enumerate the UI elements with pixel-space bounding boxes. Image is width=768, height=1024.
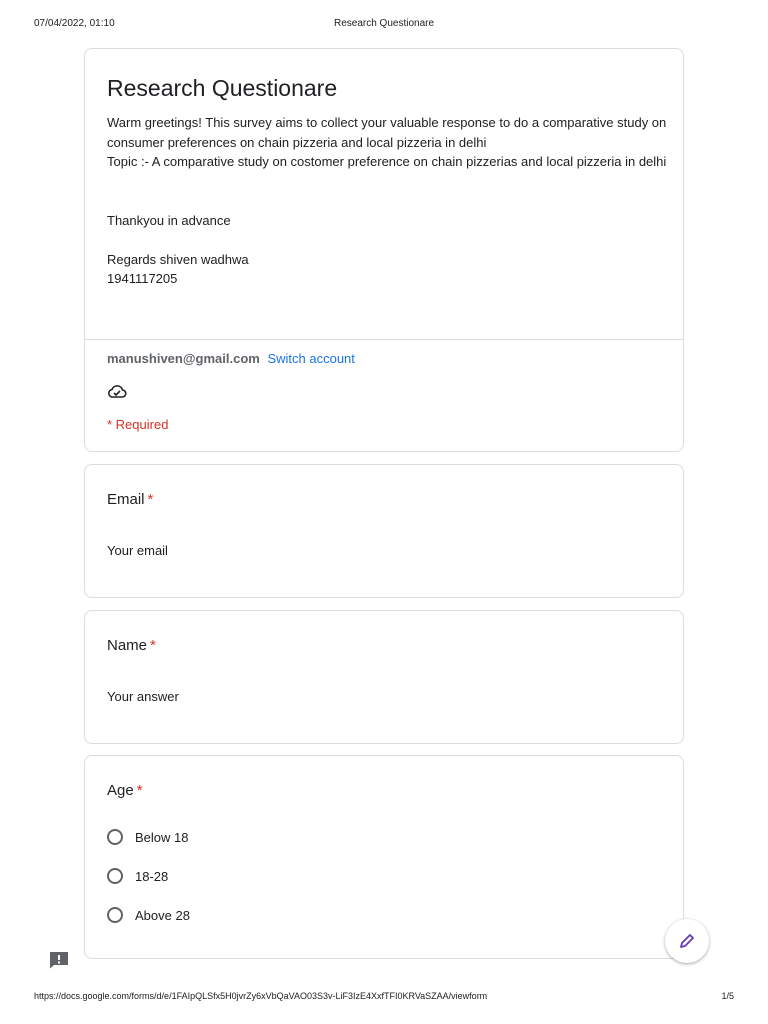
question-label (107, 491, 153, 508)
question-title: Email (107, 491, 145, 508)
switch-account-link[interactable]: Switch account (267, 351, 355, 366)
form-description (107, 113, 667, 289)
description-line: 1941117205 (107, 271, 178, 286)
pencil-icon (678, 932, 696, 950)
edit-fab-button[interactable] (665, 919, 709, 963)
divider (85, 339, 683, 340)
print-header (0, 18, 768, 32)
question-title: Age (107, 782, 134, 799)
email-input[interactable]: Your email (107, 543, 168, 558)
account-row (107, 351, 355, 366)
age-option-18-28[interactable] (107, 866, 168, 886)
age-option-above-28[interactable] (107, 905, 190, 925)
required-star: * (147, 491, 154, 508)
description-line: Regards shiven wadhwa (107, 251, 249, 267)
required-note: * Required (107, 417, 169, 432)
option-label: 18-28 (135, 868, 169, 884)
cloud-saved-icon (107, 384, 127, 400)
option-label: Above 28 (135, 907, 190, 923)
radio-button[interactable] (107, 829, 123, 845)
print-date: 07/04/2022, 01:10 (34, 18, 115, 29)
required-star: * (136, 782, 143, 799)
question-card-name (84, 610, 684, 744)
question-label (107, 782, 143, 799)
age-option-below-18[interactable] (107, 827, 188, 847)
form-header-card (84, 48, 684, 452)
radio-button[interactable] (107, 907, 123, 923)
feedback-icon[interactable] (49, 951, 69, 969)
question-card-email (84, 464, 684, 598)
print-footer (0, 991, 768, 1005)
question-card-age (84, 755, 684, 959)
radio-button[interactable] (107, 868, 123, 884)
required-star: * (150, 637, 156, 654)
name-input[interactable]: Your answer (107, 689, 179, 704)
question-label (107, 637, 156, 654)
print-page-number: 1/5 (721, 991, 734, 1001)
description-line: Topic :- A comparative study on costomer preference on chain pizzerias and local pizzeria in delhi (107, 154, 667, 169)
option-label: Below 18 (135, 829, 189, 845)
form-title: Research Questionare (107, 75, 338, 101)
question-title: Name (107, 637, 148, 654)
print-title: Research Questionare (333, 18, 435, 29)
print-url: https://docs.google.com/forms/d/e/1FAIpQLSfx5H0jvrZy6xVbQaVAO03S3v-LiF3IzE4XxfTFI0KRVaSZAA/viewform (34, 991, 488, 1001)
description-line: Warm greetings! This survey aims to collect your valuable response to do a comparative study on consumer preferences on chain pizzeria and local pizzeria in delhi (107, 115, 667, 150)
account-email: manushiven@gmail.com (107, 351, 260, 366)
description-line: Thankyou in advance (107, 212, 231, 228)
